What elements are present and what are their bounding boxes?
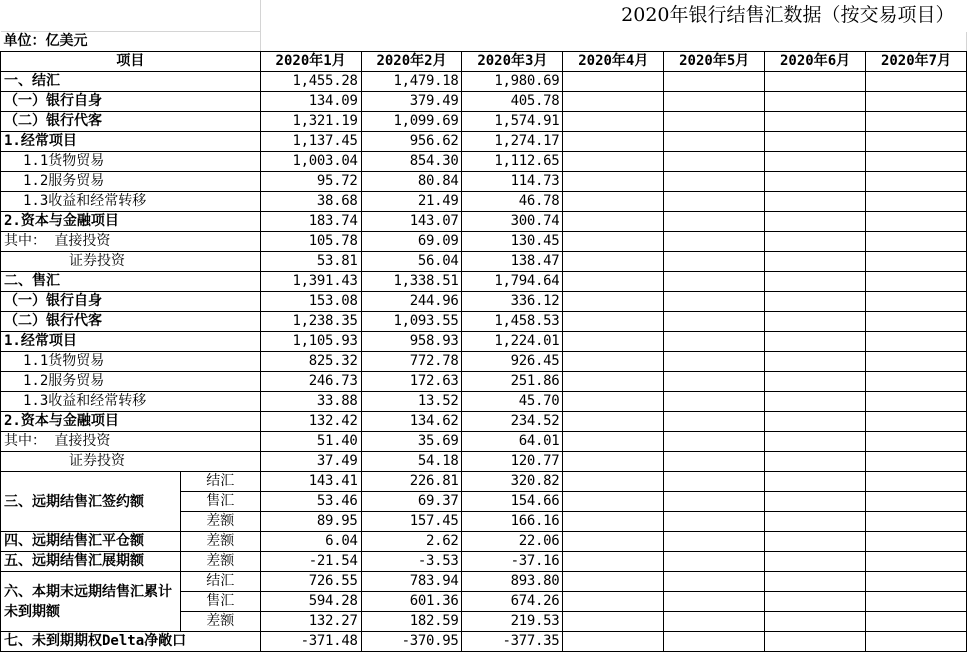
- header-month-7: 2020年7月: [866, 52, 967, 72]
- value-cell[interactable]: 153.08: [260, 292, 361, 312]
- value-cell[interactable]: 1,099.69: [361, 112, 462, 132]
- row-label[interactable]: （一）银行自身: [1, 92, 261, 112]
- value-cell[interactable]: 926.45: [462, 352, 563, 372]
- value-cell[interactable]: [664, 312, 765, 332]
- value-cell[interactable]: 35.69: [361, 432, 462, 452]
- value-cell[interactable]: 1,105.93: [260, 332, 361, 352]
- value-cell[interactable]: 105.78: [260, 232, 361, 252]
- row-label[interactable]: 1.2服务贸易: [1, 372, 261, 392]
- value-cell[interactable]: [563, 372, 664, 392]
- row-label[interactable]: 二、售汇: [1, 272, 261, 292]
- value-cell[interactable]: 182.59: [361, 612, 462, 632]
- value-cell[interactable]: [664, 292, 765, 312]
- value-cell[interactable]: [866, 472, 967, 492]
- value-cell[interactable]: 138.47: [462, 252, 563, 272]
- value-cell[interactable]: 13.52: [361, 392, 462, 412]
- table-row: [1, 412, 967, 432]
- value-cell[interactable]: [664, 592, 765, 612]
- row-label[interactable]: 2.资本与金融项目: [1, 212, 261, 232]
- row-label[interactable]: 七、未到期期权Delta净敞口: [1, 632, 261, 652]
- value-cell[interactable]: [765, 632, 866, 652]
- value-cell[interactable]: -3.53: [361, 552, 462, 572]
- table-row: [1, 92, 967, 112]
- value-cell[interactable]: 772.78: [361, 352, 462, 372]
- table-row: [1, 252, 967, 272]
- value-cell[interactable]: [866, 232, 967, 252]
- header-item: 项目: [1, 52, 261, 72]
- value-cell[interactable]: 1,238.35: [260, 312, 361, 332]
- row-label[interactable]: 2.资本与金融项目: [1, 412, 261, 432]
- value-cell[interactable]: [866, 632, 967, 652]
- table-row: [1, 332, 967, 352]
- value-cell[interactable]: [866, 412, 967, 432]
- sub-label[interactable]: 差额: [180, 612, 260, 632]
- table-row: [1, 552, 967, 572]
- value-cell[interactable]: [866, 272, 967, 292]
- header-month-6: 2020年6月: [765, 52, 866, 72]
- value-cell[interactable]: [664, 572, 765, 592]
- row-label[interactable]: 证券投资: [1, 452, 261, 472]
- value-cell[interactable]: 1,112.65: [462, 152, 563, 172]
- value-cell[interactable]: [765, 152, 866, 172]
- value-cell[interactable]: 120.77: [462, 452, 563, 472]
- sub-label[interactable]: 售汇: [180, 592, 260, 612]
- value-cell[interactable]: [765, 372, 866, 392]
- value-cell[interactable]: 45.70: [462, 392, 563, 412]
- value-cell[interactable]: [664, 132, 765, 152]
- value-cell[interactable]: 64.01: [462, 432, 563, 452]
- value-cell[interactable]: -21.54: [260, 552, 361, 572]
- value-cell[interactable]: [866, 72, 967, 92]
- value-cell[interactable]: 132.42: [260, 412, 361, 432]
- value-cell[interactable]: -370.95: [361, 632, 462, 652]
- value-cell[interactable]: [563, 472, 664, 492]
- value-cell[interactable]: [866, 352, 967, 372]
- value-cell[interactable]: 1,137.45: [260, 132, 361, 152]
- value-cell[interactable]: [563, 412, 664, 432]
- row-label[interactable]: （二）银行代客: [1, 112, 261, 132]
- title-row: [1, 0, 967, 32]
- value-cell[interactable]: 1,794.64: [462, 272, 563, 292]
- value-cell[interactable]: [866, 252, 967, 272]
- value-cell[interactable]: [765, 592, 866, 612]
- value-cell[interactable]: [866, 152, 967, 172]
- row-label[interactable]: 1.1货物贸易: [1, 352, 261, 372]
- table-row: [1, 632, 967, 652]
- value-cell[interactable]: [563, 512, 664, 532]
- value-cell[interactable]: [664, 512, 765, 532]
- value-cell[interactable]: 219.53: [462, 612, 563, 632]
- value-cell[interactable]: 1,338.51: [361, 272, 462, 292]
- value-cell[interactable]: [563, 592, 664, 612]
- value-cell[interactable]: 53.81: [260, 252, 361, 272]
- table-row: [1, 172, 967, 192]
- value-cell[interactable]: 1,391.43: [260, 272, 361, 292]
- value-cell[interactable]: [765, 392, 866, 412]
- value-cell[interactable]: 958.93: [361, 332, 462, 352]
- table-row: [1, 232, 967, 252]
- value-cell[interactable]: [866, 572, 967, 592]
- value-cell[interactable]: [765, 272, 866, 292]
- value-cell[interactable]: [866, 112, 967, 132]
- value-cell[interactable]: 134.62: [361, 412, 462, 432]
- value-cell[interactable]: 95.72: [260, 172, 361, 192]
- value-cell[interactable]: 244.96: [361, 292, 462, 312]
- value-cell[interactable]: 300.74: [462, 212, 563, 232]
- value-cell[interactable]: 1,274.17: [462, 132, 563, 152]
- value-cell[interactable]: [866, 172, 967, 192]
- value-cell[interactable]: 1,003.04: [260, 152, 361, 172]
- value-cell[interactable]: 251.86: [462, 372, 563, 392]
- value-cell[interactable]: [765, 352, 866, 372]
- value-cell[interactable]: 54.18: [361, 452, 462, 472]
- table-row: [1, 72, 967, 92]
- value-cell[interactable]: 21.49: [361, 192, 462, 212]
- value-cell[interactable]: [664, 372, 765, 392]
- value-cell[interactable]: 1,093.55: [361, 312, 462, 332]
- unit-row: [1, 32, 967, 52]
- value-cell[interactable]: 1,458.53: [462, 312, 563, 332]
- sub-label[interactable]: 差额: [180, 532, 260, 552]
- value-cell[interactable]: -377.35: [462, 632, 563, 652]
- value-cell[interactable]: [765, 512, 866, 532]
- value-cell[interactable]: 246.73: [260, 372, 361, 392]
- value-cell[interactable]: 234.52: [462, 412, 563, 432]
- value-cell[interactable]: [664, 152, 765, 172]
- value-cell[interactable]: [563, 392, 664, 412]
- value-cell[interactable]: [664, 172, 765, 192]
- value-cell[interactable]: -37.16: [462, 552, 563, 572]
- value-cell[interactable]: [664, 432, 765, 452]
- row-label[interactable]: 一、结汇: [1, 72, 261, 92]
- value-cell[interactable]: 893.80: [462, 572, 563, 592]
- value-cell[interactable]: [563, 452, 664, 472]
- value-cell[interactable]: 783.94: [361, 572, 462, 592]
- value-cell[interactable]: 601.36: [361, 592, 462, 612]
- value-cell[interactable]: 143.07: [361, 212, 462, 232]
- value-cell[interactable]: [765, 472, 866, 492]
- table-row: [1, 152, 967, 172]
- value-cell[interactable]: [765, 532, 866, 552]
- sub-label[interactable]: 售汇: [180, 492, 260, 512]
- value-cell[interactable]: [664, 532, 765, 552]
- value-cell[interactable]: [866, 92, 967, 112]
- value-cell[interactable]: [866, 432, 967, 452]
- value-cell[interactable]: 6.04: [260, 532, 361, 552]
- value-cell[interactable]: [866, 372, 967, 392]
- value-cell[interactable]: 37.49: [260, 452, 361, 472]
- value-cell[interactable]: [866, 552, 967, 572]
- table-row: [1, 392, 967, 412]
- table-row: [1, 192, 967, 212]
- value-cell[interactable]: [765, 172, 866, 192]
- value-cell[interactable]: [765, 452, 866, 472]
- value-cell[interactable]: [765, 92, 866, 112]
- table-row: [1, 212, 967, 232]
- value-cell[interactable]: [765, 312, 866, 332]
- value-cell[interactable]: [563, 492, 664, 512]
- header-row: [1, 52, 967, 72]
- value-cell[interactable]: 38.68: [260, 192, 361, 212]
- value-cell[interactable]: 336.12: [462, 292, 563, 312]
- value-cell[interactable]: [664, 332, 765, 352]
- value-cell[interactable]: [664, 452, 765, 472]
- value-cell[interactable]: 51.40: [260, 432, 361, 452]
- value-cell[interactable]: [664, 272, 765, 292]
- value-cell[interactable]: 130.45: [462, 232, 563, 252]
- value-cell[interactable]: [563, 72, 664, 92]
- value-cell[interactable]: -371.48: [260, 632, 361, 652]
- value-cell[interactable]: [866, 132, 967, 152]
- value-cell[interactable]: [765, 552, 866, 572]
- value-cell[interactable]: 53.46: [260, 492, 361, 512]
- value-cell[interactable]: [563, 132, 664, 152]
- value-cell[interactable]: [866, 392, 967, 412]
- value-cell[interactable]: 89.95: [260, 512, 361, 532]
- row-label[interactable]: 1.1货物贸易: [1, 152, 261, 172]
- value-cell[interactable]: [563, 212, 664, 232]
- value-cell[interactable]: [765, 212, 866, 232]
- value-cell[interactable]: [563, 112, 664, 132]
- value-cell[interactable]: [563, 172, 664, 192]
- value-cell[interactable]: 594.28: [260, 592, 361, 612]
- value-cell[interactable]: 1,574.91: [462, 112, 563, 132]
- header-month-3: 2020年3月: [462, 52, 563, 72]
- value-cell[interactable]: 154.66: [462, 492, 563, 512]
- value-cell[interactable]: [765, 72, 866, 92]
- value-cell[interactable]: 854.30: [361, 152, 462, 172]
- group-label[interactable]: 六、本期末远期结售汇累计未到期额: [1, 572, 181, 632]
- value-cell[interactable]: [664, 552, 765, 572]
- sub-label[interactable]: 差额: [180, 552, 260, 572]
- row-label[interactable]: （二）银行代客: [1, 312, 261, 332]
- value-cell[interactable]: 405.78: [462, 92, 563, 112]
- value-cell[interactable]: [563, 532, 664, 552]
- header-month-5: 2020年5月: [664, 52, 765, 72]
- row-label[interactable]: （一）银行自身: [1, 292, 261, 312]
- sub-label[interactable]: 差额: [180, 512, 260, 532]
- value-cell[interactable]: 726.55: [260, 572, 361, 592]
- table-row: [1, 352, 967, 372]
- table-row: [1, 132, 967, 152]
- sub-label[interactable]: 结汇: [180, 472, 260, 492]
- header-month-4: 2020年4月: [563, 52, 664, 72]
- row-label[interactable]: 证券投资: [1, 252, 261, 272]
- value-cell[interactable]: [664, 632, 765, 652]
- table-row: [1, 112, 967, 132]
- value-cell[interactable]: 69.09: [361, 232, 462, 252]
- value-cell[interactable]: [866, 512, 967, 532]
- sub-label[interactable]: 结汇: [180, 572, 260, 592]
- value-cell[interactable]: 1,980.69: [462, 72, 563, 92]
- value-cell[interactable]: [563, 312, 664, 332]
- value-cell[interactable]: 56.04: [361, 252, 462, 272]
- value-cell[interactable]: 80.84: [361, 172, 462, 192]
- value-cell[interactable]: [765, 492, 866, 512]
- row-label[interactable]: 1.经常项目: [1, 332, 261, 352]
- value-cell[interactable]: [563, 192, 664, 212]
- value-cell[interactable]: [563, 252, 664, 272]
- unit-label: 单位：亿美元: [1, 32, 181, 52]
- value-cell[interactable]: [765, 112, 866, 132]
- value-cell[interactable]: 157.45: [361, 512, 462, 532]
- value-cell[interactable]: [866, 532, 967, 552]
- table-row: [1, 372, 967, 392]
- value-cell[interactable]: [866, 612, 967, 632]
- value-cell[interactable]: [866, 192, 967, 212]
- value-cell[interactable]: [563, 432, 664, 452]
- value-cell[interactable]: [664, 192, 765, 212]
- value-cell[interactable]: 183.74: [260, 212, 361, 232]
- group-label[interactable]: 五、远期结售汇展期额: [1, 552, 181, 572]
- value-cell[interactable]: 22.06: [462, 532, 563, 552]
- value-cell[interactable]: [866, 292, 967, 312]
- table-row: [1, 472, 967, 492]
- row-label[interactable]: 其中： 直接投资: [1, 432, 261, 452]
- value-cell[interactable]: [664, 392, 765, 412]
- value-cell[interactable]: 1,455.28: [260, 72, 361, 92]
- value-cell[interactable]: [765, 432, 866, 452]
- value-cell[interactable]: [563, 332, 664, 352]
- value-cell[interactable]: [664, 412, 765, 432]
- value-cell[interactable]: 379.49: [361, 92, 462, 112]
- value-cell[interactable]: 134.09: [260, 92, 361, 112]
- value-cell[interactable]: [664, 492, 765, 512]
- value-cell[interactable]: [563, 272, 664, 292]
- row-label[interactable]: 1.2服务贸易: [1, 172, 261, 192]
- value-cell[interactable]: 69.37: [361, 492, 462, 512]
- value-cell[interactable]: [866, 212, 967, 232]
- value-cell[interactable]: [866, 332, 967, 352]
- value-cell[interactable]: [765, 292, 866, 312]
- group-label[interactable]: 三、远期结售汇签约额: [1, 472, 181, 532]
- value-cell[interactable]: [765, 192, 866, 212]
- value-cell[interactable]: 956.62: [361, 132, 462, 152]
- value-cell[interactable]: [866, 492, 967, 512]
- table-row: [1, 432, 967, 452]
- value-cell[interactable]: 226.81: [361, 472, 462, 492]
- value-cell[interactable]: [765, 612, 866, 632]
- unit-empty-cell[interactable]: [180, 32, 260, 52]
- table-row: [1, 532, 967, 552]
- value-cell[interactable]: [563, 152, 664, 172]
- value-cell[interactable]: 2.62: [361, 532, 462, 552]
- value-cell[interactable]: [563, 612, 664, 632]
- title-empty-cell[interactable]: [1, 0, 261, 32]
- value-cell[interactable]: [765, 232, 866, 252]
- value-cell[interactable]: [563, 352, 664, 372]
- value-cell[interactable]: [563, 552, 664, 572]
- value-cell[interactable]: [866, 312, 967, 332]
- table-row: [1, 292, 967, 312]
- value-cell[interactable]: 143.41: [260, 472, 361, 492]
- value-cell[interactable]: [664, 472, 765, 492]
- value-cell[interactable]: 1,321.19: [260, 112, 361, 132]
- value-cell[interactable]: 172.63: [361, 372, 462, 392]
- value-cell[interactable]: 33.88: [260, 392, 361, 412]
- value-cell[interactable]: 166.16: [462, 512, 563, 532]
- value-cell[interactable]: [563, 232, 664, 252]
- table-row: [1, 312, 967, 332]
- value-cell[interactable]: [563, 292, 664, 312]
- row-label[interactable]: 其中： 直接投资: [1, 232, 261, 252]
- value-cell[interactable]: [765, 412, 866, 432]
- value-cell[interactable]: [866, 592, 967, 612]
- value-cell[interactable]: [563, 632, 664, 652]
- value-cell[interactable]: 674.26: [462, 592, 563, 612]
- unit-empty-span[interactable]: [260, 32, 966, 52]
- header-month-1: 2020年1月: [260, 52, 361, 72]
- value-cell[interactable]: [664, 252, 765, 272]
- value-cell[interactable]: [765, 572, 866, 592]
- value-cell[interactable]: [664, 212, 765, 232]
- sheet-title: 2020年银行结售汇数据（按交易项目）: [621, 4, 955, 27]
- value-cell[interactable]: 1,479.18: [361, 72, 462, 92]
- row-label[interactable]: 1.3收益和经常转移: [1, 192, 261, 212]
- group-label[interactable]: 四、远期结售汇平仓额: [1, 532, 181, 552]
- value-cell[interactable]: 132.27: [260, 612, 361, 632]
- value-cell[interactable]: 320.82: [462, 472, 563, 492]
- value-cell[interactable]: [664, 112, 765, 132]
- value-cell[interactable]: [765, 252, 866, 272]
- value-cell[interactable]: 825.32: [260, 352, 361, 372]
- table-row: [1, 572, 967, 592]
- value-cell[interactable]: [765, 132, 866, 152]
- table-row: [1, 272, 967, 292]
- value-cell[interactable]: [563, 92, 664, 112]
- value-cell[interactable]: [765, 332, 866, 352]
- row-label[interactable]: 1.经常项目: [1, 132, 261, 152]
- row-label[interactable]: 1.3收益和经常转移: [1, 392, 261, 412]
- value-cell[interactable]: [664, 92, 765, 112]
- value-cell[interactable]: [664, 612, 765, 632]
- value-cell[interactable]: [664, 232, 765, 252]
- value-cell[interactable]: 1,224.01: [462, 332, 563, 352]
- value-cell[interactable]: [664, 352, 765, 372]
- table-row: [1, 452, 967, 472]
- value-cell[interactable]: [563, 572, 664, 592]
- value-cell[interactable]: [866, 452, 967, 472]
- value-cell[interactable]: 114.73: [462, 172, 563, 192]
- value-cell[interactable]: 46.78: [462, 192, 563, 212]
- header-month-2: 2020年2月: [361, 52, 462, 72]
- value-cell[interactable]: [664, 72, 765, 92]
